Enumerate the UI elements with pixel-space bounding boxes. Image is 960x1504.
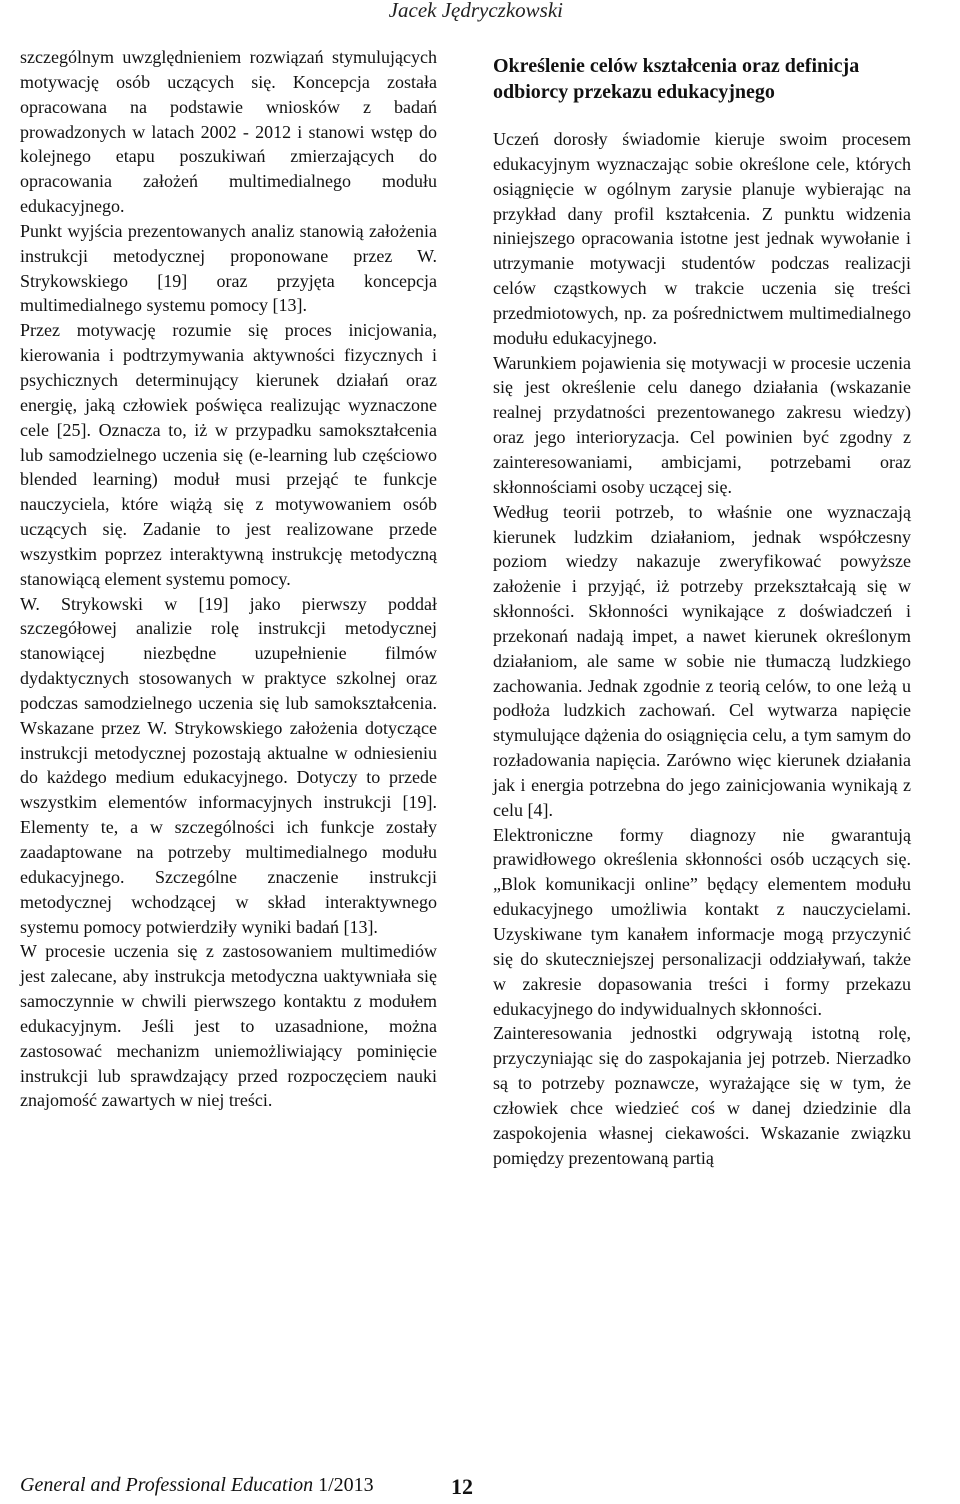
running-header-author: Jacek Jędryczkowski — [388, 0, 563, 22]
section-heading: Określenie celów kształcenia oraz definicja odbiorcy przekazu edukacyjnego — [493, 55, 860, 103]
journal-issue: 1/2013 — [318, 1474, 374, 1496]
paragraph: Zainteresowania jednostki odgrywają istotną rolę, przyczyniając się do zaspokajania jej potrzeb. Nierzadko są to potrzeby poznawcze, wyrażające się w tym, że człowiek chce wiedzieć coś w danej dziedzinie dla zaspokojenia własnej ciekawości. Wskazanie związku pomiędzy prezentowaną partią — [493, 1023, 911, 1168]
paragraph: Przez motywację rozumie się proces inicjowania, kierowania i podtrzymywania aktywności fizycznych i psychicznych determinujący kierunek działań oraz energię, jaką człowiek poświęca realizując wyznaczone cele [25]. Oznacza to, iż w przypadku samokształcenia lub samodzielnego uczenia się (e-learning lub częściowo blended learning) moduł musi przejąć te funkcje nauczyciela, które wiążą się z motywowaniem osób uczących się. Zadanie to jest realizowane przede wszystkim poprzez interaktywną instrukcję metodyczną stanowiącą element systemu pomocy. — [20, 320, 437, 589]
paragraph: Według teorii potrzeb, to właśnie one wyznaczają kierunek ludzkim działaniom, jednak współczesny poziom wiedzy nakazuje zweryfikować powyższe założenie i przyjąć, iż potrzeby przekształcają się w skłonności. Skłonności wynikające z doświadczeń i przekonań nadają impet, a nawet kierunek określonym działaniom, ale same w sobie nie tłumaczą ludzkiego zachowania. Jednak zgodnie z teorią celów, to one leżą u podłoża ludzkich zachowań. Cel wytwarza napięcie stymulujące dążenia do osiągnięcia celu, a tym samym do rozładowania napięcia. Zarówno więc kierunek działania jak i energia potrzebna do jego zainicjowania wynikają z celu [4]. — [493, 501, 911, 820]
left-text-column — [20, 45, 437, 1113]
journal-title: General and Professional Education — [20, 1474, 314, 1496]
paragraph: Warunkiem pojawienia się motywacji w procesie uczenia się jest określenie celu danego działania (wskazanie realnej przydatności prezentowanego zakresu wiedzy) oraz jego interioryzacja. Cel powinien być zgodny z zainteresowaniami, ambicjami, potrzebami oraz skłonnościami osoby uczącej się. — [493, 352, 911, 497]
right-text-column — [493, 53, 911, 1170]
paragraph: szczególnym uwzględnieniem rozwiązań stymulujących motywację osób uczących się. Koncepcja została opracowana na podstawie wniosków z badań prowadzonych w latach 2002 - 2012 i stanowi wstęp do kolejnego etapu poszukiwań zmierzających do opracowania założeń multimedialnego modułu edukacyjnego. — [20, 47, 437, 217]
page-number: 12 — [451, 1474, 473, 1499]
paragraph: Uczeń dorosły świadomie kieruje swoim procesem edukacyjnym wyznaczając sobie określone cele, których osiągnięcie w ogólnym zarysie planuje wybierając na przykład dany profil kształcenia. Z punktu widzenia niniejszego opracowania istotne jest jednak wywołanie i utrzymanie motywacji studentów podczas realizacji celów cząstkowych w trakcie uczenia się treści przedmiotowych, np. za pośrednictwem multimedialnego modułu edukacyjnego. — [493, 129, 911, 348]
paragraph: W procesie uczenia się z zastosowaniem multimediów jest zalecane, aby instrukcja metodyczna uaktywniała się samoczynnie w chwili pierwszego kontaktu z modułem edukacyjnym. Jeśli jest to uzasadnione, można zastosować mechanizm uniemożliwiający pominięcie instrukcji lub sprawdzający przed rozpoczęciem nauki znajomość zawartych w niej treści. — [20, 941, 437, 1111]
paragraph: W. Strykowski w [19] jako pierwszy poddał szczegółowej analizie rolę instrukcji metodycznej stanowiącej niezbędne uzupełnienie filmów dydaktycznych stosowanych w praktyce szkolnej oraz podczas samodzielnego uczenia się lub samokształcenia. Wskazane przez W. Strykowskiego założenia dotyczące instrukcji metodycznej pozostają aktualne w odniesieniu do każdego medium edukacyjnego. Dotyczy to przede wszystkim elementów informacyjnych instrukcji [19]. Elementy te, a w szczególności ich funkcje zostały zaadaptowane na potrzeby multimedialnego modułu edukacyjnego. Szczególne znaczenie instrukcji metodycznej wchodzącej w skład interaktywnego systemu pomocy potwierdziły wyniki badań [13]. — [20, 593, 437, 937]
paragraph: Elektroniczne formy diagnozy nie gwarantują prawidłowego określenia skłonności osób uczących się. „Blok komunikacji online” będący elementem modułu edukacyjnego umożliwia kontakt z nauczycielami. Uzyskiwane tym kanałem informacje mogą przyczynić się do skuteczniejszej personalizacji oddziaływań, także w zakresie dopasowania treści i formy przekazu edukacyjnego do indywidualnych skłonności. — [493, 824, 911, 1019]
footer-journal-info — [20, 1474, 374, 1497]
paragraph: Punkt wyjścia prezentowanych analiz stanowią założenia instrukcji metodycznej proponowane przez W. Strykowskiego [19] oraz przyjęta koncepcja multimedialnego systemu pomocy [13]. — [20, 220, 437, 316]
